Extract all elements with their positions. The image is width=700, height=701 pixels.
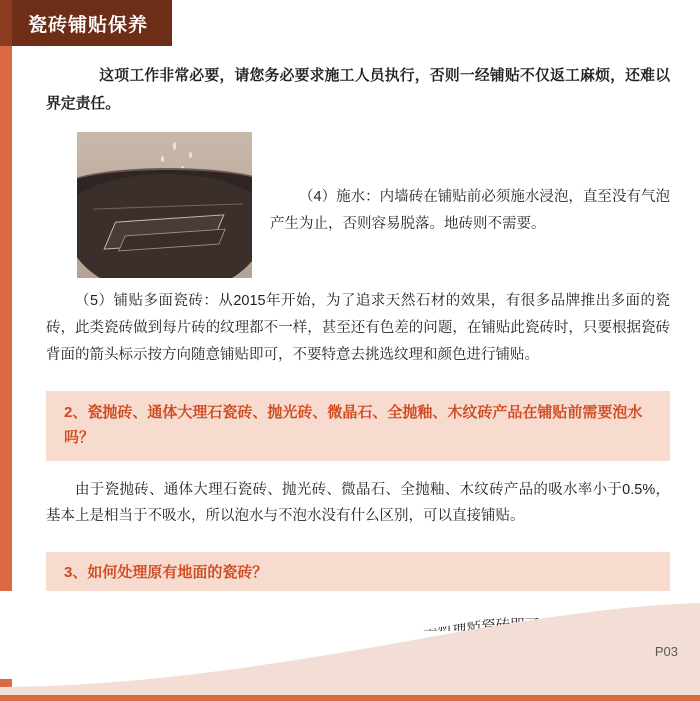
footer-decoration bbox=[0, 591, 700, 701]
page-header bbox=[12, 0, 172, 46]
tile-soaking-image bbox=[77, 132, 252, 278]
item-5-paragraph: （5）铺贴多面瓷砖：从2015年开始，为了追求天然石材的效果，有很多品牌推出多面的瓷砖，此类瓷砖做到每片砖的纹理都不一样，甚至还有色差的问题，在铺贴此瓷砖时，只要根据瓷砖背面的箭头标示按方向随意铺贴即可，不要特意去挑选纹理和颜色进行铺贴。 bbox=[46, 293, 670, 363]
answer-paragraph-2: 由于瓷抛砖、通体大理石瓷砖、抛光砖、微晶石、全抛釉、木纹砖产品的吸水率小于0.5%，基本上是相当于不吸水，所以泡水与不泡水没有什么区别，可以直接铺贴。 bbox=[46, 481, 670, 525]
intro-paragraph: 这项工作非常必要，请您务必要求施工人员执行，否则一经铺贴不仅返工麻烦，还难以界定责任。 bbox=[46, 68, 670, 113]
question-heading-2: 2、瓷抛砖、通体大理石瓷砖、抛光砖、微晶石、全抛釉、木纹砖产品在铺贴前需要泡水吗？ bbox=[46, 391, 670, 461]
page-number: P03 bbox=[654, 644, 678, 659]
footer-swoosh-icon bbox=[0, 591, 700, 701]
question-heading-3: 3、如何处理原有地面的瓷砖？ bbox=[46, 552, 670, 595]
left-accent-bar-top bbox=[0, 0, 12, 46]
page-title: 瓷砖铺贴保养 bbox=[28, 14, 149, 36]
item-4-paragraph: （4）施水：内墙砖在铺贴前必须施水浸泡，直至没有气泡产生为止，否则容易脱落。地砖则不需要。 bbox=[270, 189, 670, 233]
figure-with-text bbox=[46, 132, 670, 278]
figure-caption-text bbox=[270, 132, 670, 238]
page-content bbox=[46, 62, 670, 640]
